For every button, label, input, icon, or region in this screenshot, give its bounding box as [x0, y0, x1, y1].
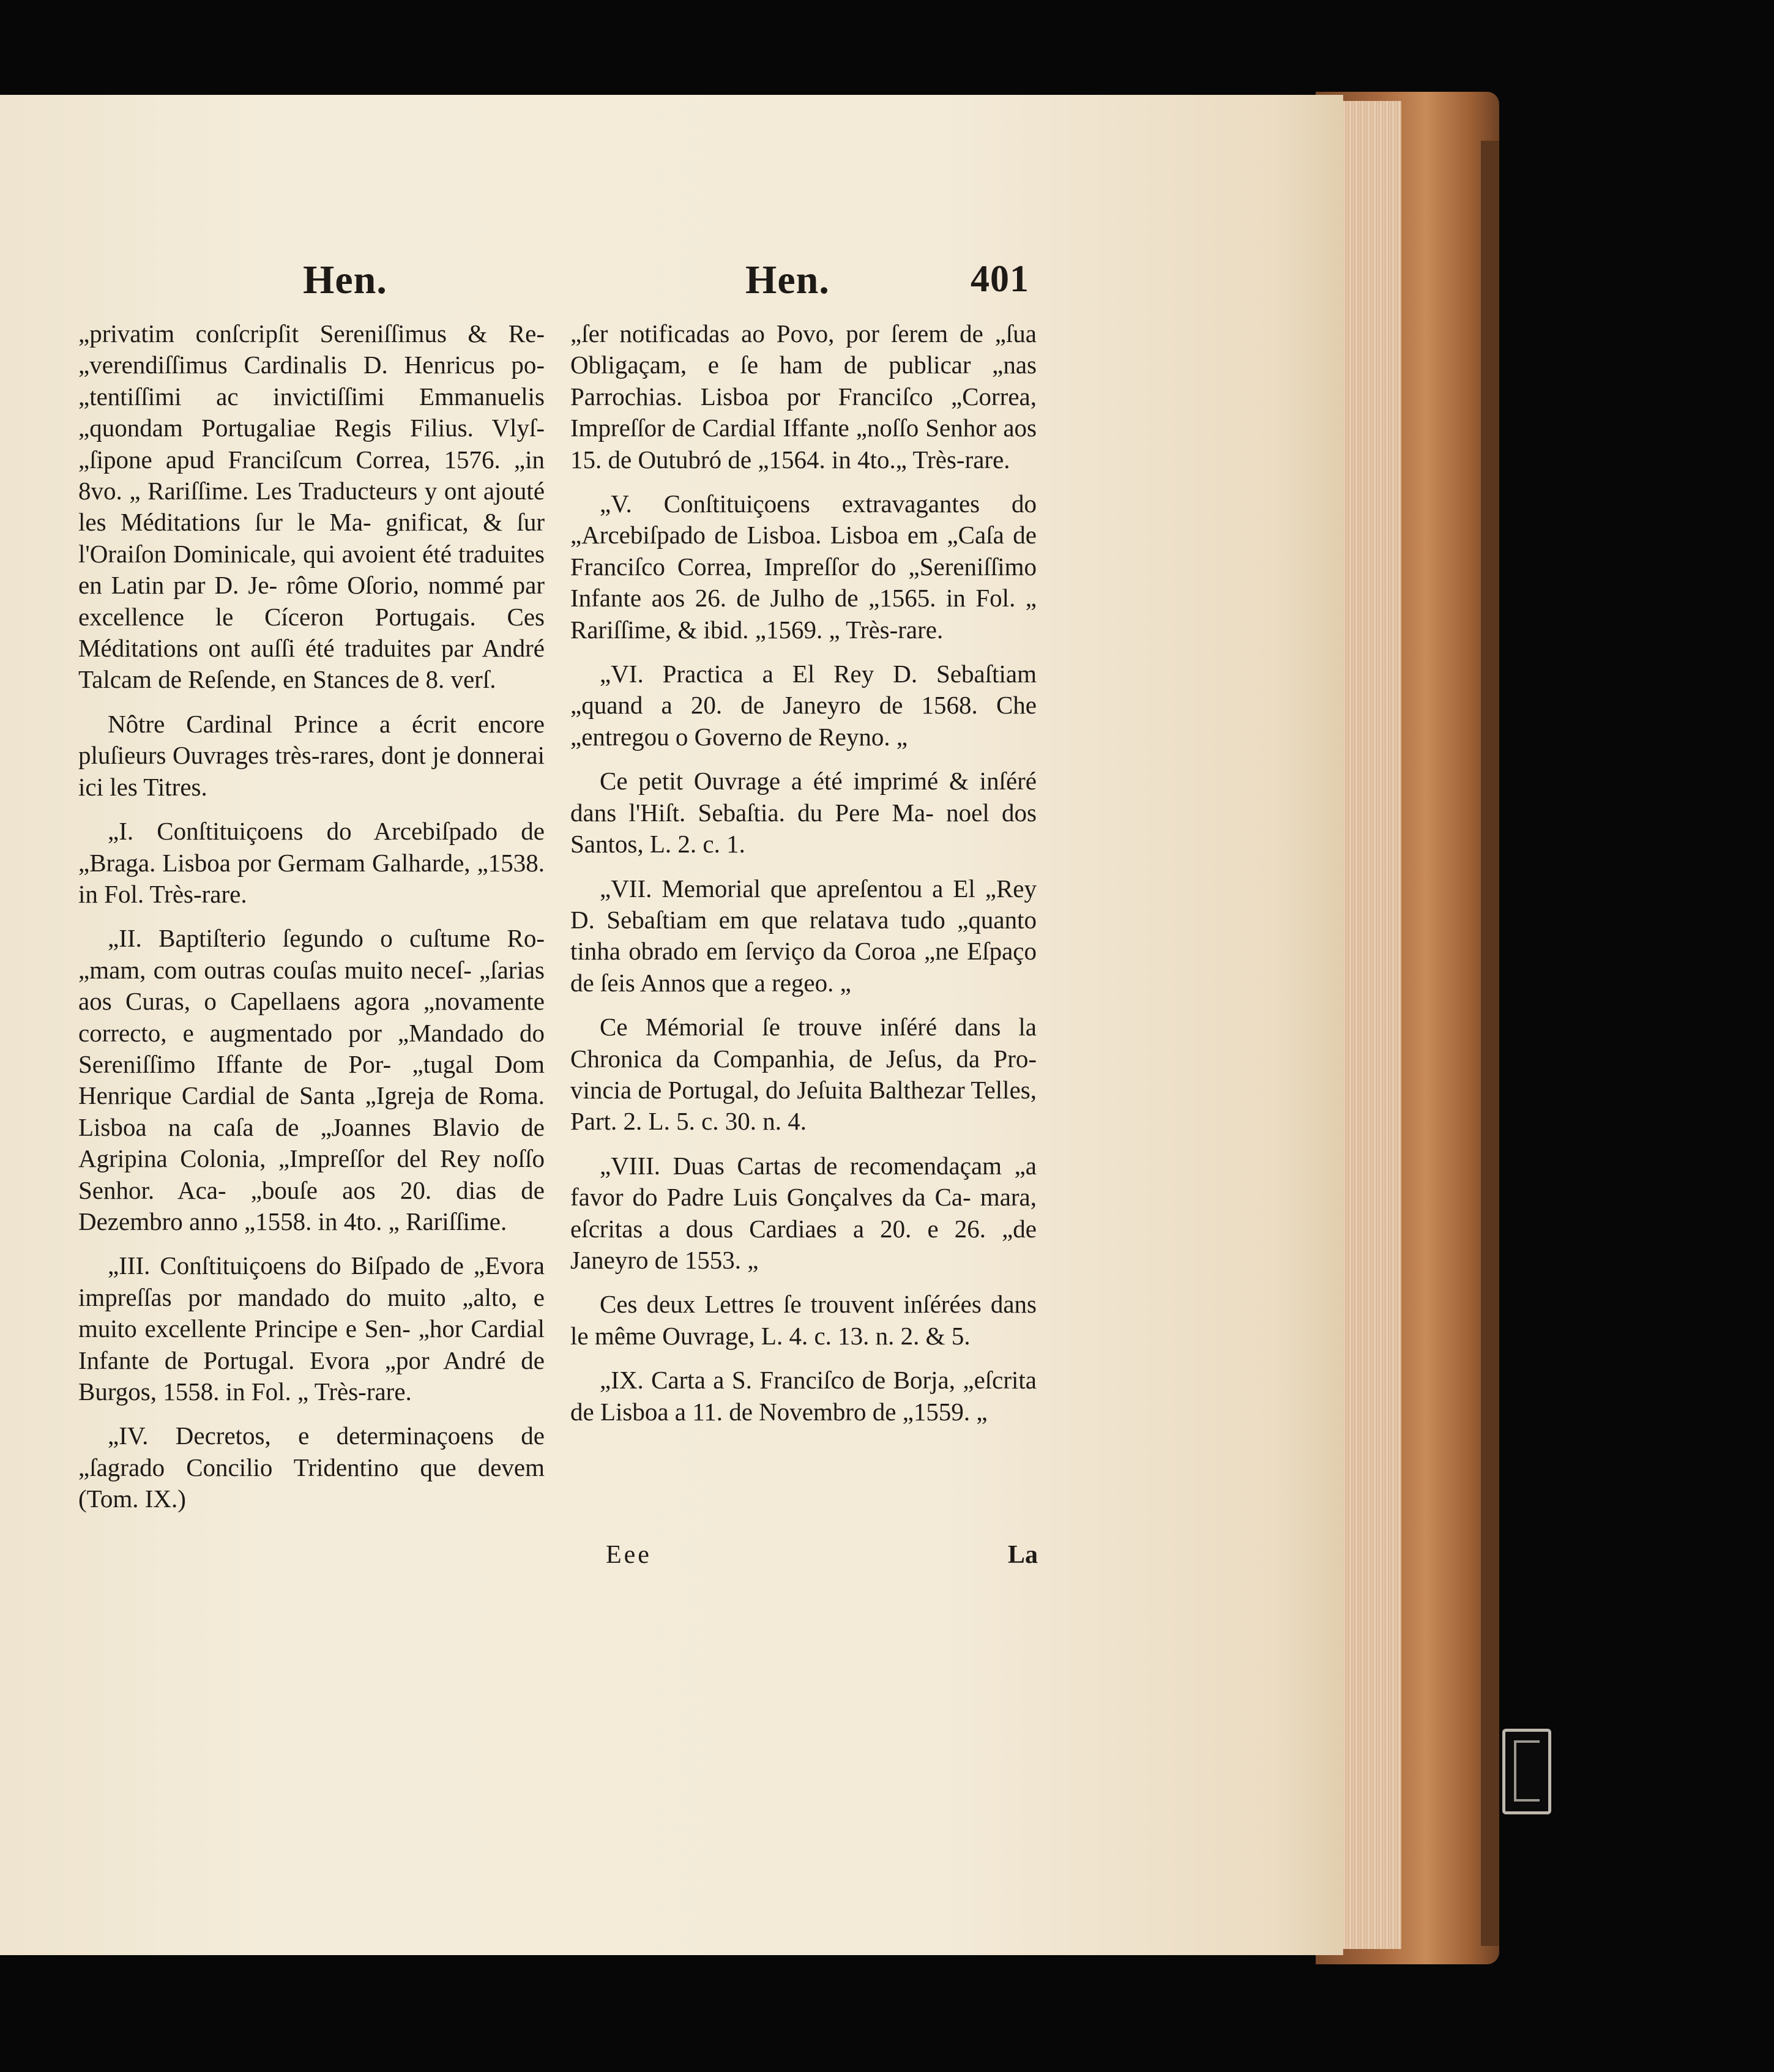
text-line: Telles, Part. 2. L. 5. c. 30. n. 4. — [570, 1075, 1037, 1136]
paragraph — [78, 816, 545, 910]
text-line: „Arcebiſpado de Lisboa. Lisboa em — [570, 521, 938, 550]
text-line: „1538. in Fol. Très-rare. — [78, 848, 545, 908]
paragraph — [570, 488, 1037, 646]
text-line: „1565. in Fol. „ Rariſſime, & ibid. — [570, 584, 1037, 644]
text-line: n. 2. & 5. — [875, 1321, 971, 1350]
paragraph — [78, 318, 545, 696]
text-line: Très-rare. — [314, 1377, 412, 1406]
right-column — [570, 318, 1037, 1440]
text-line: dans le même Ouvrage, L. 4. c. 13. — [570, 1290, 1037, 1350]
text-line: „1569. „ Très-rare. — [755, 615, 944, 644]
text-line: „ſer notificadas ao Povo, por ſerem de — [570, 319, 983, 348]
paragraph — [78, 1420, 545, 1515]
left-column — [78, 318, 545, 1528]
running-head-left: Hen. — [303, 258, 387, 302]
paragraph — [78, 1250, 545, 1407]
text-line: „entregou o Governo de Reyno. „ — [570, 722, 908, 751]
text-line: pluſieurs Ouvrages très-rares, dont je — [78, 741, 450, 770]
text-line: avoient été traduites en Latin par D. Je- — [78, 539, 545, 600]
text-line: „nas Parrochias. Lisboa por Franciſco — [570, 351, 1037, 411]
text-line: „privatim conſcripſit Sereniſſimus & Re- — [78, 319, 545, 348]
paragraph — [78, 709, 545, 803]
text-line: auſſi été traduites par André Talcam de — [78, 634, 545, 694]
paragraph — [78, 923, 545, 1237]
paragraph — [570, 1012, 1037, 1138]
text-line: Chronica da Companhia, de Jeſus, da Pro- — [570, 1044, 1037, 1073]
text-line: „ſua Obligaçam, e ſe ham de publicar — [570, 319, 1037, 379]
text-line: „VIII. Duas Cartas de recomendaçam — [600, 1151, 1002, 1180]
catchword: La — [1008, 1541, 1038, 1569]
text-line: „a favor do Padre Luis Gonçalves da Ca- — [570, 1151, 1037, 1212]
text-line: „ſipone apud Franciſcum Correa, 1576. — [78, 445, 501, 474]
text-line: „noſſo Senhor aos 15. de Outubró de — [570, 414, 1037, 474]
text-line: „hor Cardial Infante de Portugal. Evora — [78, 1314, 545, 1374]
text-line: gnificat, & ſur l'Oraiſon Dominicale, qui — [78, 508, 545, 568]
text-line: „ſarias aos Curas, o Capellaens agora — [78, 955, 545, 1016]
text-line: rôme Oſorio, nommé par excellence le — [78, 571, 545, 631]
text-line: Cíceron Portugais. Ces Méditations ont — [78, 602, 545, 663]
text-line: „Igreja de Roma. Lisboa na caſa de — [78, 1081, 545, 1141]
page-number: 401 — [971, 258, 1029, 300]
text-line: „III. Conſtituiçoens do Biſpado de — [108, 1251, 464, 1280]
text-line: Ce petit Ouvrage a été imprimé & — [600, 767, 969, 796]
paragraph — [570, 873, 1037, 999]
text-line: „tugal Dom Henrique Cardial de Santa — [78, 1049, 545, 1110]
text-line: „ſagrado Concilio Tridentino que devem — [78, 1453, 545, 1481]
text-line: Ce Mémorial ſe trouve inſéré dans la — [600, 1013, 1037, 1042]
library-label-icon — [1502, 1729, 1551, 1814]
text-line: „novamente correcto, e augmentado por — [78, 987, 545, 1047]
text-line: „ne Eſpaço de ſeis Annos que a regeo. „ — [570, 937, 1037, 997]
text-line: noel dos Santos, L. 2. c. 1. — [570, 798, 1037, 859]
text-line: „Evora impreſſas por mandado do muito — [78, 1251, 545, 1311]
text-line: „tentiſſimi ac invictiſſimi Emmanuelis — [78, 382, 545, 411]
paragraph — [570, 766, 1037, 860]
text-line: „IV. Decretos, e determinaçoens de — [108, 1422, 545, 1450]
text-line: Nôtre Cardinal Prince a écrit encore — [108, 709, 545, 738]
paragraph — [570, 1365, 1037, 1428]
text-line: „quand a 20. de Janeyro de 1568. Che — [570, 691, 1037, 720]
text-line: „Joannes Blavio de Agripina Colonia, — [78, 1112, 545, 1173]
text-line: „V. Conſtituiçoens extravagantes do — [600, 490, 1037, 518]
text-line: „mam, com outras couſas muito neceſ- — [78, 955, 472, 984]
text-line: (Tom. IX.) — [78, 1485, 186, 1513]
text-line: Reſende, en Stances de 8. verſ. — [188, 665, 496, 694]
signature-mark: Eee — [606, 1541, 652, 1569]
text-line: „quanto tinha obrado em ſerviço da Coroa — [570, 905, 1037, 966]
text-line: „Braga. Lisboa por Germam Galharde, — [78, 848, 471, 877]
text-line: „Caſa de Franciſco Correa, Impreſſor do — [570, 521, 1037, 581]
paragraph — [570, 658, 1037, 753]
text-line: y ont ajouté les Méditations ſur le Ma- — [78, 477, 545, 537]
text-line: vincia de Portugal, do Jeſuita Balthezar — [570, 1075, 965, 1104]
text-line: „IX. Carta a S. Franciſco de Borja, — [600, 1366, 955, 1395]
text-line: „eſcrita de Lisboa a 11. de Novembro de — [570, 1366, 1037, 1426]
text-line: „Mandado do Sereniſſimo Iffante de Por- — [78, 1018, 545, 1078]
text-line: „VII. Memorial que apreſentou a El — [600, 874, 975, 903]
cover-spine-edge — [1481, 141, 1499, 1946]
text-line: „in 8vo. „ Rariſſime. Les Traducteurs — [78, 445, 545, 505]
text-line: Ces deux Lettres ſe trouvent inſérées — [600, 1290, 982, 1319]
paragraph — [570, 1150, 1037, 1276]
paragraph — [570, 318, 1037, 475]
text-line: „1558. in 4to. „ Rariſſime. — [244, 1207, 507, 1235]
text-line: mara, eſcritas a dous Cardiaes a 20. e 26. — [570, 1183, 1037, 1243]
text-line: donnerai ici les Titres. — [78, 741, 545, 801]
text-line: „de Janeyro de 1553. „ — [570, 1214, 1037, 1274]
text-line: „II. Baptiſterio ſegundo o cuſtume Ro- — [108, 924, 545, 953]
text-line: „1559. „ — [902, 1397, 988, 1426]
text-line: inſéré dans l'Hiſt. Sebaſtia. du Pere Ma- — [570, 767, 1037, 827]
text-line: „Sereniſſimo Infante aos 26. de Julho de — [570, 552, 1037, 613]
text-line: „VI. Practica a El Rey D. Sebaſtiam — [600, 660, 1037, 688]
text-line: „bouſe aos 20. dias de Dezembro anno — [78, 1176, 545, 1235]
running-head-center: Hen. — [745, 258, 830, 302]
text-line: „alto, e muito excellente Principe e Sen- — [78, 1283, 545, 1343]
text-line: „Rey D. Sebaſtiam em que relatava tudo — [570, 874, 1037, 934]
text-line: „I. Conſtituiçoens do Arcebiſpado de — [108, 817, 545, 846]
text-line: „quondam Portugaliae Regis Filius. Vlyſ- — [78, 414, 545, 442]
text-line: „Impreſſor del Rey noſſo Senhor. Aca- — [78, 1144, 545, 1204]
text-line: „1564. in 4to.„ Très-rare. — [758, 445, 1010, 474]
text-line: „verendiſſimus Cardinalis D. Henricus po- — [78, 351, 545, 379]
text-line: „Correa, Impreſſor de Cardial Iffante — [570, 382, 1037, 442]
text-line: „por André de Burgos, 1558. in Fol. „ — [78, 1346, 545, 1406]
paragraph — [570, 1289, 1037, 1352]
